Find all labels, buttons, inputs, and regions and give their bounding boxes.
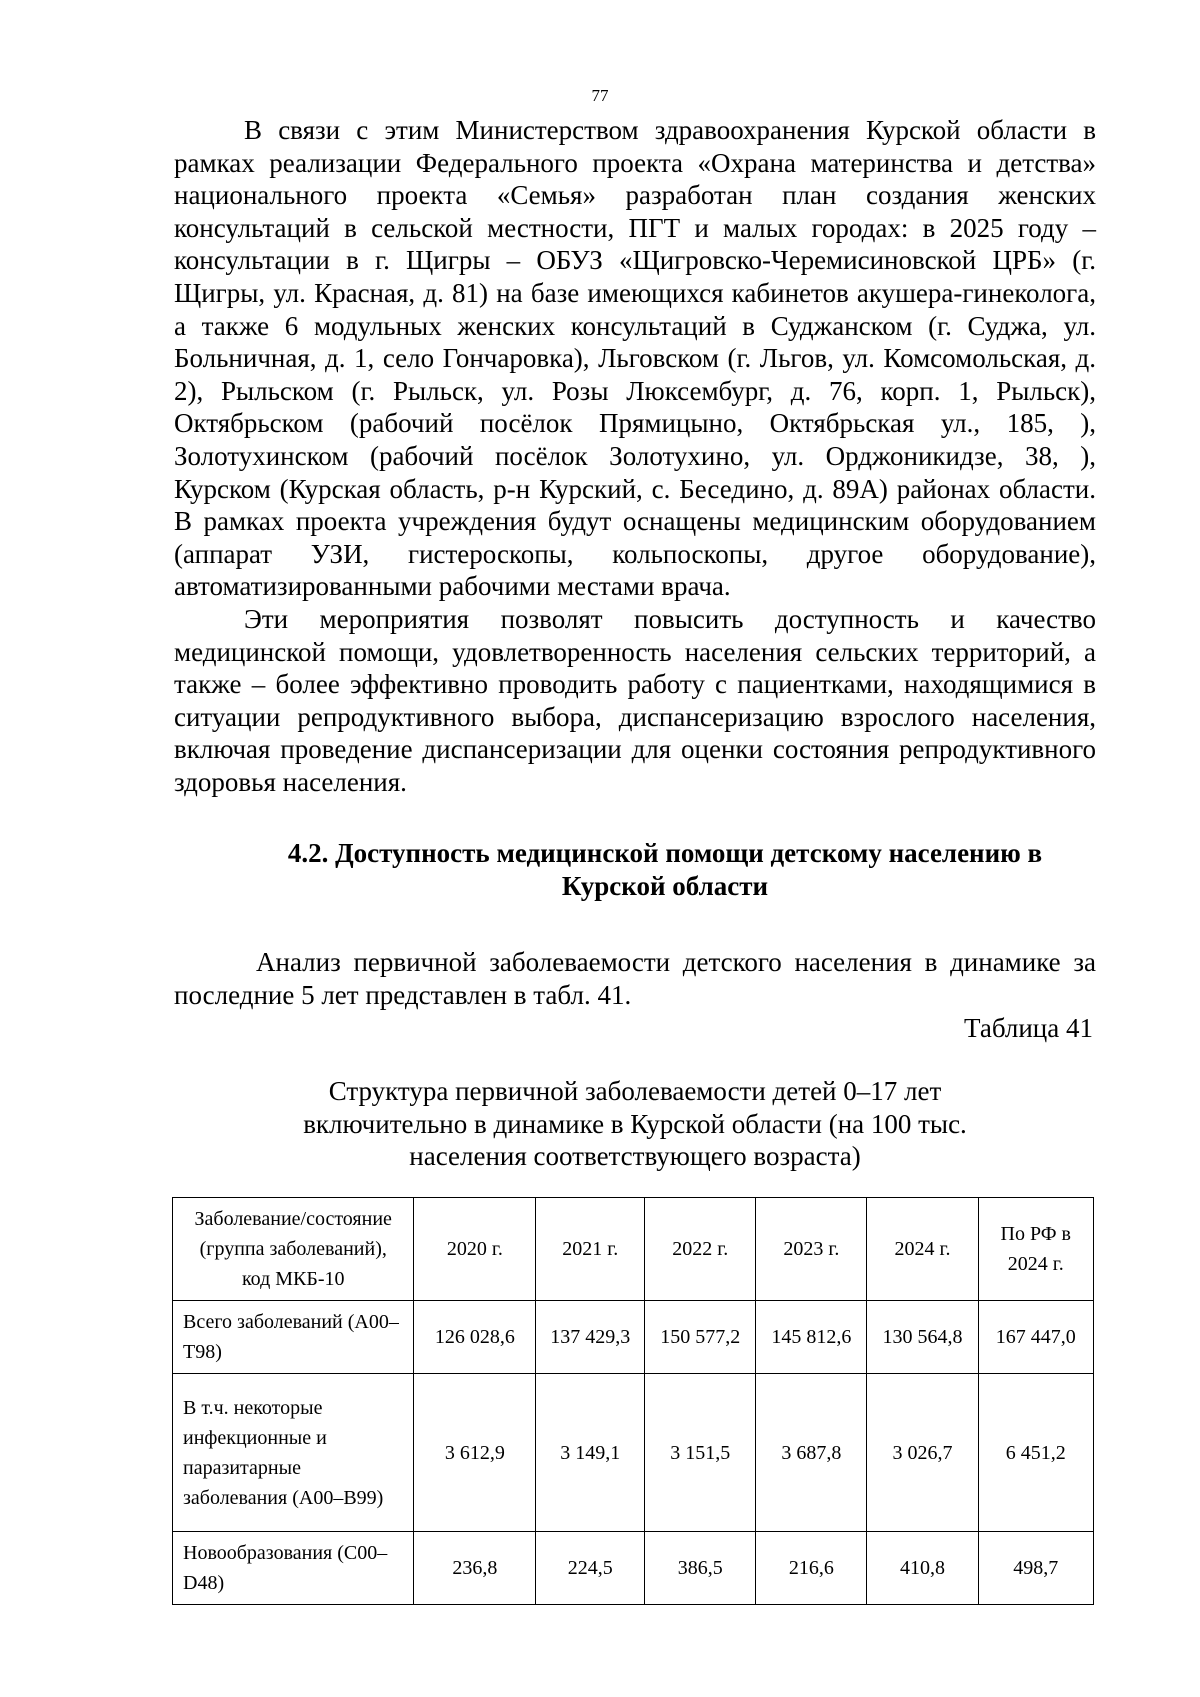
header-cell-rf-2024: По РФ в 2024 г. (978, 1198, 1093, 1301)
table-header-row (173, 1198, 1094, 1301)
header-cell-2024: 2024 г. (867, 1198, 978, 1301)
table-cell: 3 149,1 (536, 1374, 645, 1532)
table-cell: 386,5 (645, 1532, 756, 1605)
section-heading (230, 837, 1100, 902)
table-cell: Новообразования (С00–D48) (173, 1532, 414, 1605)
table-cell: 3 151,5 (645, 1374, 756, 1532)
header-cell-disease: Заболевание/состояние (группа заболеваний), код МКБ-10 (173, 1198, 414, 1301)
section-heading-line1: 4.2. Доступность медицинской помощи детскому населению в (287, 838, 1043, 868)
table-cell: 145 812,6 (756, 1301, 867, 1374)
table-cell: 3 612,9 (414, 1374, 536, 1532)
table-cell: В т.ч. некоторые инфекционные и паразитарные заболевания (А00–В99) (173, 1374, 414, 1532)
table-cell: 6 451,2 (978, 1374, 1093, 1532)
table-cell: 3 026,7 (867, 1374, 978, 1532)
table-row (173, 1374, 1094, 1532)
paragraph-2: Эти мероприятия позволят повысить доступность и качество медицинской помощи, удовлетворенность населения сельских территорий, а также – более эффективно проводить работу с пациентками, находящимися в ситуации репродуктивного выбора, диспансеризацию взрослого населения, включая проведение диспансеризации для оценки состояния репродуктивного здоровья населения. (174, 603, 1096, 797)
table-title (174, 1075, 1096, 1173)
table-cell: 3 687,8 (756, 1374, 867, 1532)
header-cell-2020: 2020 г. (414, 1198, 536, 1301)
table-cell: 410,8 (867, 1532, 978, 1605)
table-cell: 167 447,0 (978, 1301, 1093, 1374)
section-heading-line2: Курской области (561, 870, 769, 901)
table-title-line3: населения соответствующего возраста) (409, 1141, 861, 1171)
table-cell: 498,7 (978, 1532, 1093, 1605)
table-cell: 126 028,6 (414, 1301, 536, 1374)
body-text (174, 114, 1096, 798)
table-cell: 224,5 (536, 1532, 645, 1605)
page-number: 77 (591, 86, 609, 105)
table-title-line1: Структура первичной заболеваемости детей 0–17 лет (328, 1076, 942, 1106)
table-row (173, 1532, 1094, 1605)
paragraph-1: В связи с этим Министерством здравоохранения Курской области в рамках реализации Федерального проекта «Охрана материнства и детства» национального проекта «Семья» разработан план создания женских консультаций в сельской местности, ПГТ и малых городах: в 2025 году – консультации в г. Щигры – ОБУЗ «Щигровско-Черемисиновской ЦРБ» (г. Щигры, ул. Красная, д. 81) на базе имеющихся кабинетов акушера-гинеколога, а также 6 модульных женских консультаций в Суджанском (г. Суджа, ул. Больничная, д. 1, село Гончаровка), Льговском (г. Льгов, ул. Комсомольская, д. 2), Рыльском (г. Рыльск, ул. Розы Люксембург, д. 76, корп. 1, Рыльск), Октябрьском (рабочий посёлок Прямицыно, Октябрьская ул., 185, ), Золотухинском (рабочий посёлок Золотухино, ул. Орджоникидзе, 38, ), Курском (Курская область, р-н Курский, с. Беседино, д. 89А) районах области. В рамках проекта учреждения будут оснащены медицинским оборудованием (аппарат УЗИ, гистероскопы, кольпоскопы, другое оборудование), автоматизированными рабочими местами врача. (174, 115, 1096, 602)
header-cell-2023: 2023 г. (756, 1198, 867, 1301)
header-cell-2021: 2021 г. (536, 1198, 645, 1301)
table-label: Таблица 41 (964, 1013, 1093, 1043)
morbidity-table (172, 1197, 1094, 1605)
header-cell-2022: 2022 г. (645, 1198, 756, 1301)
table-cell: 130 564,8 (867, 1301, 978, 1374)
table-cell: Всего заболеваний (А00–Т98) (173, 1301, 414, 1374)
table-row (173, 1301, 1094, 1374)
table-cell: 236,8 (414, 1532, 536, 1605)
intro-text (174, 946, 1096, 1011)
table-cell: 150 577,2 (645, 1301, 756, 1374)
table-cell: 216,6 (756, 1532, 867, 1605)
intro-paragraph: Анализ первичной заболеваемости детского населения в динамике за последние 5 лет представлен в табл. 41. (174, 947, 1096, 1010)
table-cell: 137 429,3 (536, 1301, 645, 1374)
table-title-line2: включительно в динамике в Курской области (на 100 тыс. (303, 1108, 967, 1139)
